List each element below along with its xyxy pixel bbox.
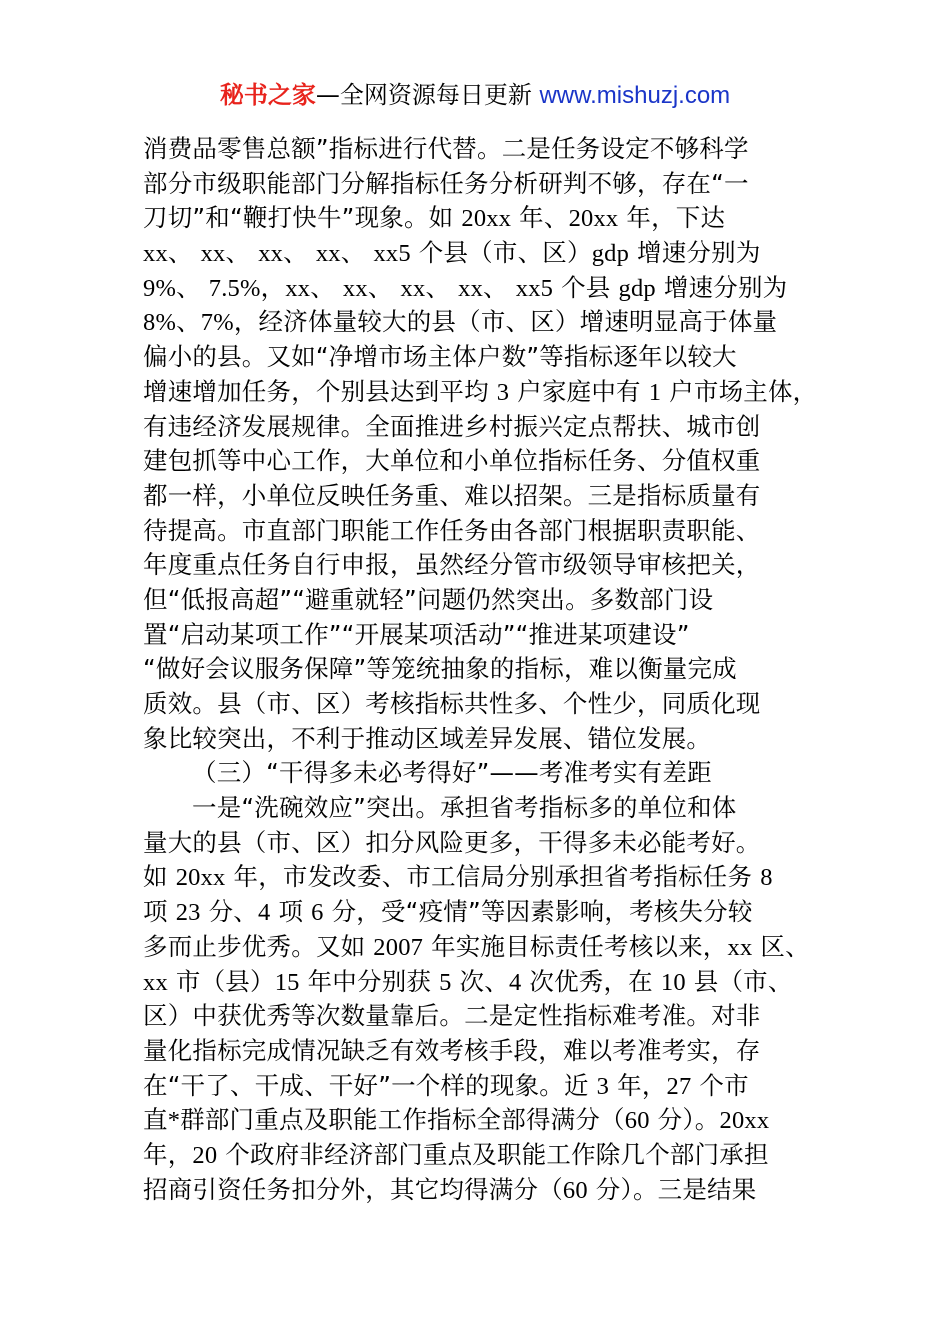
page-header (0, 78, 950, 113)
body-text-line: 区）中获优秀等次数量靠后。二是定性指标难考准。对非 (143, 1001, 761, 1031)
body-text-line: 如 20xx 年，市发改委、市工信局分别承担省考指标任务 8 (143, 862, 773, 892)
site-brand: 秘书之家 (219, 81, 316, 109)
body-text-line: 消费品零售总额”指标进行代替。二是任务设定不够科学 (143, 134, 749, 163)
body-text-line: 8%、7%，经济体量较大的县（市、区）增速明显高于体量 (143, 307, 778, 337)
body-text-line: 都一样，小单位反映任务重、难以招架。三是指标质量有 (143, 480, 761, 510)
document-body (143, 132, 823, 1207)
body-text-line: 部分市级职能部门分解指标任务分析研判不够，存在“一 (143, 168, 749, 198)
body-text-line: xx、 xx、 xx、 xx、 xx5 个县（市、区）gdp 增速分别为 (143, 238, 761, 268)
body-text-line: 置“启动某项工作”“开展某项活动”“推进某项建设” (143, 619, 690, 649)
paragraph-first-line: 一是“洗碗效应”突出。承担省考指标多的单位和体 (192, 793, 737, 823)
site-tagline: —全网资源每日更新 (315, 81, 540, 109)
body-text-line: 建包抓等中心工作，大单位和小单位指标任务、分值权重 (143, 446, 761, 476)
body-text-line: 刀切”和“鞭打快牛”现象。如 20xx 年、20xx 年，下达 (143, 203, 726, 233)
body-text-line: 有违经济发展规律。全面推进乡村振兴定点帮扶、城市创 (143, 411, 761, 441)
body-text-line: 待提高。市直部门职能工作任务由各部门根据职责职能、 (143, 515, 761, 545)
body-text-line: “做好会议服务保障”等笼统抽象的指标，难以衡量完成 (143, 654, 737, 684)
body-text-line: 增速增加任务，个别县达到平均 3 户家庭中有 1 户市场主体， (143, 376, 818, 406)
body-text-line: 年度重点任务自行申报，虽然经分管市级领导审核把关， (143, 550, 761, 580)
body-text-line: 量大的县（市、区）扣分风险更多，干得多未必能考好。 (143, 827, 761, 857)
body-text-line: 质效。县（市、区）考核指标共性多、个性少，同质化现 (143, 689, 761, 718)
body-text-line: 直*群部门重点及职能工作指标全部得满分（60 分）。20xx (143, 1105, 770, 1135)
body-text-line: 偏小的县。又如“净增市场主体户数”等指标逐年以较大 (143, 342, 737, 372)
body-text-line: 多而止步优秀。又如 2007 年实施目标责任考核以来，xx 区、 (143, 931, 810, 961)
body-text-line: 项 23 分、4 项 6 分，受“疫情”等因素影响，考核失分较 (143, 897, 753, 927)
site-url-link[interactable]: www.mishuzj.com (539, 82, 731, 109)
body-text-line: xx 市（县）15 年中分别获 5 次、4 次优秀，在 10 县（市、 (143, 966, 793, 996)
body-text-line: 象比较突出，不利于推动区域差异发展、错位发展。 (143, 723, 712, 753)
body-text-line: 9%、 7.5%，xx、 xx、 xx、 xx、 xx5 个县 gdp 增速分别为 (143, 272, 788, 302)
body-text-line: 招商引资任务扣分外，其它均得满分（60 分）。三是结果 (143, 1174, 757, 1204)
body-text-line: 年，20 个政府非经济部门重点及职能工作除几个部门承担 (143, 1139, 769, 1169)
body-text-line: 在“干了、干成、干好”一个样的现象。近 3 年，27 个市 (143, 1070, 749, 1100)
body-text-line: 量化指标完成情况缺乏有效考核手段，难以考准考实，存 (143, 1035, 761, 1065)
body-text-line: 但“低报高超”“避重就轻”问题仍然突出。多数部门设 (143, 584, 714, 614)
paragraph-first-line: （三）“干得多未必考得好”——考准考实有差距 (192, 758, 712, 788)
